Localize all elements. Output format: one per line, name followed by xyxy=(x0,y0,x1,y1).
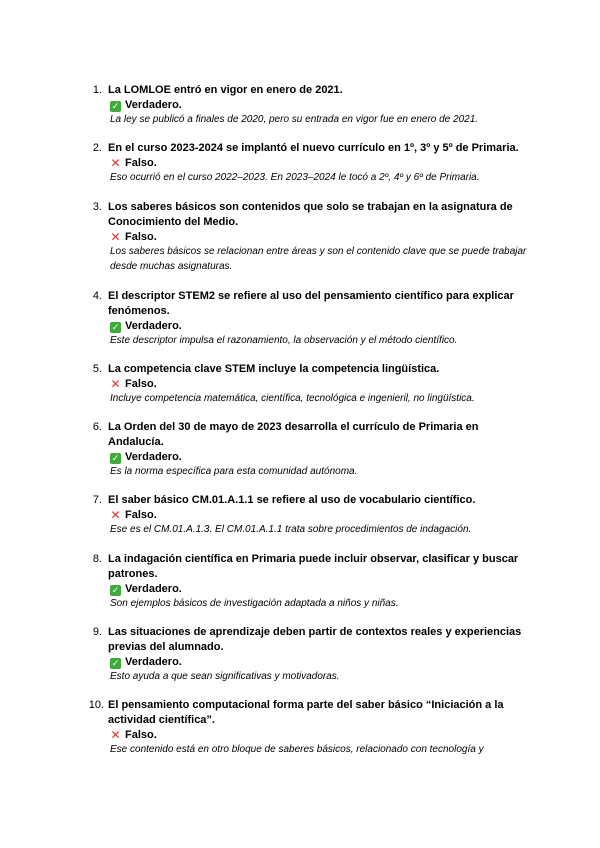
item-number: 8. xyxy=(92,553,102,565)
check-icon: ✓ xyxy=(111,322,120,332)
item-number: 4. xyxy=(92,290,102,302)
item-statement: El descriptor STEM2 se refiere al uso del pensamiento científico para explicar fenómenos. xyxy=(108,290,514,317)
item-verdict: ✕ Falso. xyxy=(110,728,157,742)
item-number: 3. xyxy=(92,201,102,213)
item-explanation: Ese es el CM.01.A.1.3. El CM.01.A.1.1 trata sobre procedimientos de indagación. xyxy=(110,524,472,535)
cross-icon: ✕ xyxy=(110,156,121,170)
item-statement: La LOMLOE entró en vigor en enero de 2021. xyxy=(108,84,343,96)
item-statement: El saber básico CM.01.A.1.1 se refiere al uso de vocabulario científico. xyxy=(108,494,476,506)
check-icon: ✓ xyxy=(111,101,120,111)
cross-icon: ✕ xyxy=(110,230,121,244)
cross-icon: ✕ xyxy=(110,377,121,391)
item-verdict: ✓ Verdadero. xyxy=(111,583,182,595)
item-explanation: Esto ayuda a que sean significativas y motivadoras. xyxy=(110,671,340,682)
cross-icon: ✕ xyxy=(110,508,121,522)
item-number: 10. xyxy=(88,699,104,711)
item-statement: La indagación científica en Primaria puede incluir observar, clasificar y buscar patrones. xyxy=(108,553,519,580)
item-explanation: Es la norma específica para esta comunidad autónoma. xyxy=(110,466,358,477)
item-explanation: Eso ocurrió en el curso 2022–2023. En 2023–2024 le tocó a 2º, 4º y 6º de Primaria. xyxy=(110,172,480,183)
item-statement: Los saberes básicos son contenidos que solo se trabajan en la asignatura de Conocimiento del Medio. xyxy=(108,201,513,228)
item-verdict: ✕ Falso. xyxy=(110,508,157,522)
item-explanation: La ley se publicó a finales de 2020, pero su entrada en vigor fue en enero de 2021. xyxy=(110,114,479,125)
item-verdict: ✕ Falso. xyxy=(110,230,157,244)
cross-icon: ✕ xyxy=(110,728,121,742)
item-statement: El pensamiento computacional forma parte del saber básico “Iniciación a la actividad científica”. xyxy=(108,699,504,726)
item-explanation: Este descriptor impulsa el razonamiento, la observación y el método científico. xyxy=(110,335,458,346)
item-verdict: ✓ Verdadero. xyxy=(111,451,182,463)
item-statement: La competencia clave STEM incluye la competencia lingüística. xyxy=(108,363,440,375)
check-icon: ✓ xyxy=(111,658,120,668)
check-icon: ✓ xyxy=(111,453,120,463)
item-explanation: Ese contenido está en otro bloque de saberes básicos, relacionado con tecnología y xyxy=(110,744,484,755)
item-number: 9. xyxy=(92,626,102,638)
item-statement: En el curso 2023-2024 se implantó el nuevo currículo en 1º, 3º y 5º de Primaria. xyxy=(108,142,519,154)
item-number: 2. xyxy=(92,142,102,154)
item-verdict: ✕ Falso. xyxy=(110,156,157,170)
item-number: 6. xyxy=(92,421,102,433)
check-icon: ✓ xyxy=(111,585,120,595)
item-number: 7. xyxy=(92,494,102,506)
item-verdict: ✕ Falso. xyxy=(110,377,157,391)
item-explanation: Son ejemplos básicos de investigación adaptada a niños y niñas. xyxy=(110,598,399,609)
item-verdict: ✓ Verdadero. xyxy=(111,656,182,668)
item-verdict: ✓ Verdadero. xyxy=(111,99,182,111)
item-number: 1. xyxy=(92,84,102,96)
item-explanation: Los saberes básicos se relacionan entre áreas y son el contenido clave que se puede trabajar desde muchas asignaturas. xyxy=(110,246,527,272)
item-verdict: ✓ Verdadero. xyxy=(111,320,182,332)
item-statement: La Orden del 30 de mayo de 2023 desarrolla el currículo de Primaria en Andalucía. xyxy=(108,421,479,448)
item-statement: Las situaciones de aprendizaje deben partir de contextos reales y experiencias previas del alumnado. xyxy=(108,626,522,653)
item-number: 5. xyxy=(92,363,102,375)
item-explanation: Incluye competencia matemática, científica, tecnológica e ingenieril, no lingüística. xyxy=(110,393,475,404)
